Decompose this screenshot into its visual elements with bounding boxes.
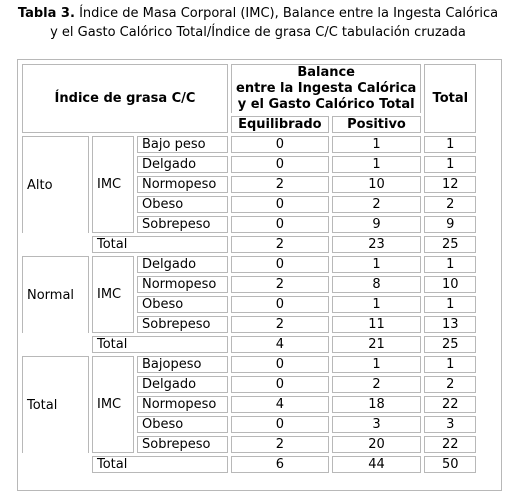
group-gap <box>22 336 89 353</box>
table-row <box>22 276 476 293</box>
table-row <box>22 176 476 193</box>
row-header-cell: Índice de grasa C/C <box>22 64 228 133</box>
group-gap <box>22 456 89 473</box>
cell-equilibrado: 0 <box>231 416 329 433</box>
cell-positivo: 21 <box>332 336 422 353</box>
row-label: Normopeso <box>137 396 228 413</box>
cell-equilibrado: 4 <box>231 336 329 353</box>
table-row-total <box>22 236 476 253</box>
cell-equilibrado: 0 <box>231 376 329 393</box>
cell-positivo: 18 <box>332 396 422 413</box>
cell-total: 25 <box>424 236 476 253</box>
cell-positivo: 23 <box>332 236 422 253</box>
row-label: Normopeso <box>137 176 228 193</box>
cell-total: 25 <box>424 336 476 353</box>
cell-positivo: 44 <box>332 456 422 473</box>
total-row-label: Total <box>92 236 228 253</box>
cell-equilibrado: 2 <box>231 436 329 453</box>
cell-total: 50 <box>424 456 476 473</box>
cell-positivo: 2 <box>332 196 422 213</box>
row-label: Normopeso <box>137 276 228 293</box>
cell-positivo: 8 <box>332 276 422 293</box>
group-label-alto: Alto <box>22 136 89 233</box>
row-label: Obeso <box>137 416 228 433</box>
row-label: Obeso <box>137 296 228 313</box>
cell-equilibrado: 2 <box>231 176 329 193</box>
cell-total: 1 <box>424 136 476 153</box>
row-label: Bajopeso <box>137 356 228 373</box>
cell-positivo: 1 <box>332 136 422 153</box>
cell-equilibrado: 0 <box>231 216 329 233</box>
cell-total: 1 <box>424 356 476 373</box>
row-label: Obeso <box>137 196 228 213</box>
cell-equilibrado: 0 <box>231 256 329 273</box>
cell-equilibrado: 4 <box>231 396 329 413</box>
table-row <box>22 376 476 393</box>
total-row-label: Total <box>92 336 228 353</box>
group-label-normal: Normal <box>22 256 89 333</box>
table-row <box>22 416 476 433</box>
caption-text-1: Índice de Masa Corporal (IMC), Balance entre la Ingesta Calórica <box>79 6 499 21</box>
table-row <box>22 436 476 453</box>
cell-total: 22 <box>424 436 476 453</box>
cell-total: 1 <box>424 296 476 313</box>
total-row-label: Total <box>92 456 228 473</box>
cell-equilibrado: 0 <box>231 296 329 313</box>
table-row-total <box>22 336 476 353</box>
group-gap <box>22 236 89 253</box>
row-label: Sobrepeso <box>137 316 228 333</box>
cell-equilibrado: 0 <box>231 356 329 373</box>
cell-positivo: 11 <box>332 316 422 333</box>
cell-total: 10 <box>424 276 476 293</box>
caption-line-2: y el Gasto Calórico Total/Índice de grasa C/C tabulación cruzada <box>50 25 466 40</box>
cell-equilibrado: 0 <box>231 196 329 213</box>
cell-positivo: 10 <box>332 176 422 193</box>
balance-header <box>231 64 421 113</box>
table-row <box>22 256 476 273</box>
row-label: Delgado <box>137 256 228 273</box>
cell-total: 13 <box>424 316 476 333</box>
row-label: Sobrepeso <box>137 216 228 233</box>
cell-positivo: 1 <box>332 356 422 373</box>
caption-label: Tabla 3. <box>17 6 75 21</box>
table-row-total <box>22 456 476 473</box>
balance-line-3: y el Gasto Calórico Total <box>237 97 415 112</box>
cell-positivo: 9 <box>332 216 422 233</box>
cell-total: 3 <box>424 416 476 433</box>
table-row <box>22 136 476 153</box>
caption-line-1 <box>0 4 516 23</box>
cell-total: 1 <box>424 256 476 273</box>
col-positivo-header: Positivo <box>332 116 422 133</box>
table-row <box>22 396 476 413</box>
group-label-total: Total <box>22 356 89 453</box>
cell-total: 1 <box>424 156 476 173</box>
balance-line-1: Balance <box>297 65 355 80</box>
row-label: Sobrepeso <box>137 436 228 453</box>
table-row <box>22 316 476 333</box>
cell-positivo: 1 <box>332 296 422 313</box>
cell-total: 22 <box>424 396 476 413</box>
imc-label: IMC <box>92 356 134 453</box>
cell-positivo: 3 <box>332 416 422 433</box>
row-label: Delgado <box>137 376 228 393</box>
cell-equilibrado: 2 <box>231 236 329 253</box>
table-row <box>22 216 476 233</box>
cell-positivo: 1 <box>332 256 422 273</box>
cell-total: 2 <box>424 196 476 213</box>
cell-total: 12 <box>424 176 476 193</box>
balance-line-2: entre la Ingesta Calórica <box>236 81 417 96</box>
cell-total: 9 <box>424 216 476 233</box>
imc-label: IMC <box>92 136 134 233</box>
table-row <box>22 156 476 173</box>
table-row <box>22 356 476 373</box>
crosstab-table <box>19 61 479 476</box>
total-header: Total <box>424 64 476 133</box>
row-label: Delgado <box>137 156 228 173</box>
table-row <box>22 296 476 313</box>
cell-positivo: 1 <box>332 156 422 173</box>
cell-positivo: 2 <box>332 376 422 393</box>
cell-equilibrado: 0 <box>231 156 329 173</box>
cell-positivo: 20 <box>332 436 422 453</box>
row-label: Bajo peso <box>137 136 228 153</box>
col-equilibrado-header: Equilibrado <box>231 116 329 133</box>
table-caption <box>0 4 516 42</box>
header-row-1 <box>22 64 476 113</box>
table-row <box>22 196 476 213</box>
cell-equilibrado: 2 <box>231 316 329 333</box>
cell-equilibrado: 0 <box>231 136 329 153</box>
cell-total: 2 <box>424 376 476 393</box>
cell-equilibrado: 6 <box>231 456 329 473</box>
imc-label: IMC <box>92 256 134 333</box>
cell-equilibrado: 2 <box>231 276 329 293</box>
